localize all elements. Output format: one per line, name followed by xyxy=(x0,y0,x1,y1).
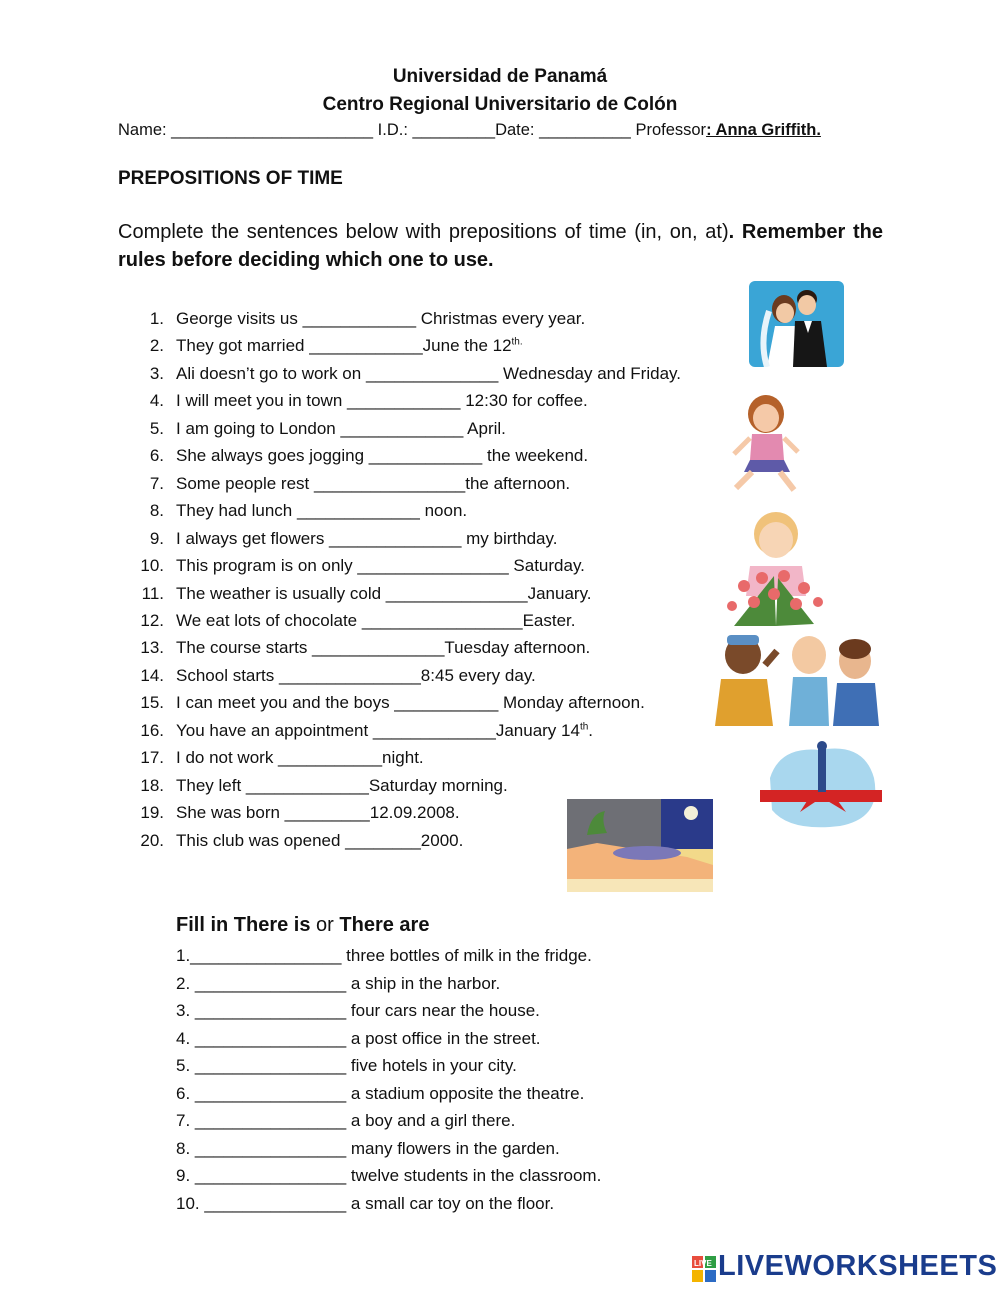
exercise-1-item xyxy=(0,666,720,693)
exercise-1-item xyxy=(0,584,720,611)
item-text: They had lunch _____________ noon. xyxy=(176,501,468,521)
item-text: They left _____________Saturday morning. xyxy=(176,775,508,795)
exercise-2-item: 2. ________________ a ship in the harbor. xyxy=(176,973,501,993)
item-number: 9. xyxy=(149,528,164,548)
exercise-1-item xyxy=(0,446,720,473)
item-text: We eat lots of chocolate _________________Easter. xyxy=(176,610,576,630)
item-text: She was born _________12.09.2008. xyxy=(176,803,460,823)
name-line xyxy=(118,121,888,140)
item-number: 6. xyxy=(149,446,164,466)
item-number: 5. xyxy=(149,418,164,438)
item-number: 10. xyxy=(140,556,164,576)
exercise-1-item xyxy=(0,474,720,501)
item-number: 18. xyxy=(140,775,164,795)
liveworksheets-logo-text: LIVEWORKSHEETS xyxy=(718,1250,998,1282)
item-text: The course starts ______________Tuesday afternoon. xyxy=(176,638,591,658)
exercise-1-item xyxy=(0,556,720,583)
section-title: PREPOSITIONS OF TIME xyxy=(118,168,343,189)
item-sentence xyxy=(176,556,585,576)
exercise-2-item: 5. ________________ five hotels in your city. xyxy=(176,1056,517,1076)
university-title: Universidad de Panamá xyxy=(392,66,608,87)
item-number: 4. xyxy=(149,391,164,411)
instructions-plain: Complete the sentences below with prepositions of time (in, on, at) xyxy=(118,221,729,243)
item-text: I am going to London _____________ April. xyxy=(176,418,506,438)
girl-with-flowers-image xyxy=(714,506,836,630)
item-text: This club was opened ________2000. xyxy=(176,830,464,850)
item-number: 13. xyxy=(140,638,164,658)
liveworksheets-logo-icon-label: LIVE xyxy=(694,1259,712,1268)
exercise-1-item xyxy=(0,501,720,528)
item-sentence xyxy=(176,721,593,741)
item-number: 2. xyxy=(149,336,164,356)
instructions xyxy=(118,218,883,274)
exercise-1-item xyxy=(0,419,720,446)
wedding-couple-image xyxy=(749,281,844,367)
item-sentence xyxy=(176,501,467,521)
item-superscript: th. xyxy=(511,336,523,348)
item-sentence xyxy=(176,693,645,713)
item-sentence xyxy=(176,611,576,631)
jogging-girl-image xyxy=(728,392,806,499)
item-sentence xyxy=(176,638,590,658)
item-sentence xyxy=(176,776,508,796)
item-sentence xyxy=(176,336,523,356)
exercise-2-item: 4. ________________ a post office in the street. xyxy=(176,1028,541,1048)
item-superscript: th xyxy=(579,721,589,733)
item-text: She always goes jogging ____________ the weekend. xyxy=(176,446,589,466)
item-number: 19. xyxy=(140,803,164,823)
exercise-1-item xyxy=(0,336,720,363)
item-text: You have an appointment _____________January 14 xyxy=(176,720,580,740)
exercise-1-item xyxy=(0,529,720,556)
item-sentence xyxy=(176,529,557,549)
item-number: 7. xyxy=(149,473,164,493)
item-text: I will meet you in town ____________ 12:30 for coffee. xyxy=(176,391,588,411)
item-text: George visits us ____________ Christmas every year. xyxy=(176,309,586,328)
item-number: 12. xyxy=(140,610,164,630)
exercise-2-item: 3. ________________ four cars near the house. xyxy=(176,1001,540,1021)
ribbon-cutting-image xyxy=(760,738,882,832)
item-text: I do not work ___________night. xyxy=(176,748,424,768)
item-sentence xyxy=(176,748,424,768)
item-number: 17. xyxy=(140,748,164,768)
professor-name: : Anna Griffith. xyxy=(706,121,821,139)
item-sentence xyxy=(176,803,460,823)
title-there-are: There are xyxy=(339,914,430,936)
name-id-date-fields: Name: ______________________ I.D.: _________Date: __________ Professor xyxy=(118,121,707,139)
exercise-2-item: 7. ________________ a boy and a girl there. xyxy=(176,1111,516,1131)
item-text: I always get flowers ______________ my birthday. xyxy=(176,528,558,548)
item-number: 15. xyxy=(140,693,164,713)
item-sentence xyxy=(176,309,585,329)
exercise-2-item: 9. ________________ twelve students in the classroom. xyxy=(176,1166,602,1186)
exercise-2-item: 10. _______________ a small car toy on the floor. xyxy=(176,1193,555,1213)
item-number: 20. xyxy=(140,830,164,850)
exercise-1-item xyxy=(0,391,720,418)
exercise-2-item: 8. ________________ many flowers in the garden. xyxy=(176,1138,560,1158)
item-number: 3. xyxy=(149,363,164,383)
boys-waving-image xyxy=(709,631,882,726)
exercise-1-item xyxy=(0,748,720,775)
item-sentence xyxy=(176,831,463,851)
title-there-is: Fill in There is xyxy=(176,914,311,936)
item-text: School starts _______________8:45 every day. xyxy=(176,665,536,685)
liveworksheets-logo-icon xyxy=(692,1256,716,1282)
item-number: 11. xyxy=(141,583,164,603)
liveworksheets-logo xyxy=(692,1250,998,1290)
item-number: 8. xyxy=(149,501,164,521)
item-sentence xyxy=(176,584,592,604)
exercise-1-item xyxy=(0,309,720,336)
item-sentence xyxy=(176,419,506,439)
center-title: Centro Regional Universitario de Colón xyxy=(322,94,678,115)
item-sentence xyxy=(176,446,588,466)
item-sentence xyxy=(176,364,681,384)
item-number: 1. xyxy=(149,309,164,328)
item-suffix: . xyxy=(588,720,594,740)
item-number: 16. xyxy=(140,720,164,740)
item-sentence xyxy=(176,666,536,686)
instructions-bold: . Remember the rules before deciding which one to use. xyxy=(118,221,883,271)
exercise-2-item: 6. ________________ a stadium opposite the theatre. xyxy=(176,1083,585,1103)
exercise-1-item xyxy=(0,364,720,391)
item-text: I can meet you and the boys ___________ Monday afternoon. xyxy=(176,693,645,713)
bedroom-night-image xyxy=(567,799,713,892)
exercise-2-item: 1.________________ three bottles of milk in the fridge. xyxy=(176,946,592,965)
item-text: They got married ____________June the 12 xyxy=(176,336,512,356)
exercise-1-item xyxy=(0,693,720,720)
exercise-1-item xyxy=(0,611,720,638)
exercise-1-item xyxy=(0,721,720,748)
item-text: Some people rest ________________the afternoon. xyxy=(176,473,571,493)
part-2-title xyxy=(176,914,429,937)
item-text: Ali doesn’t go to work on ______________ Wednesday and Friday. xyxy=(176,363,681,383)
title-or: or xyxy=(310,914,340,936)
item-text: This program is on only ________________ Saturday. xyxy=(176,556,585,576)
item-sentence xyxy=(176,391,588,411)
item-number: 14. xyxy=(140,665,164,685)
item-sentence xyxy=(176,474,570,494)
exercise-1-item xyxy=(0,638,720,665)
item-text: The weather is usually cold _______________January. xyxy=(176,583,592,603)
